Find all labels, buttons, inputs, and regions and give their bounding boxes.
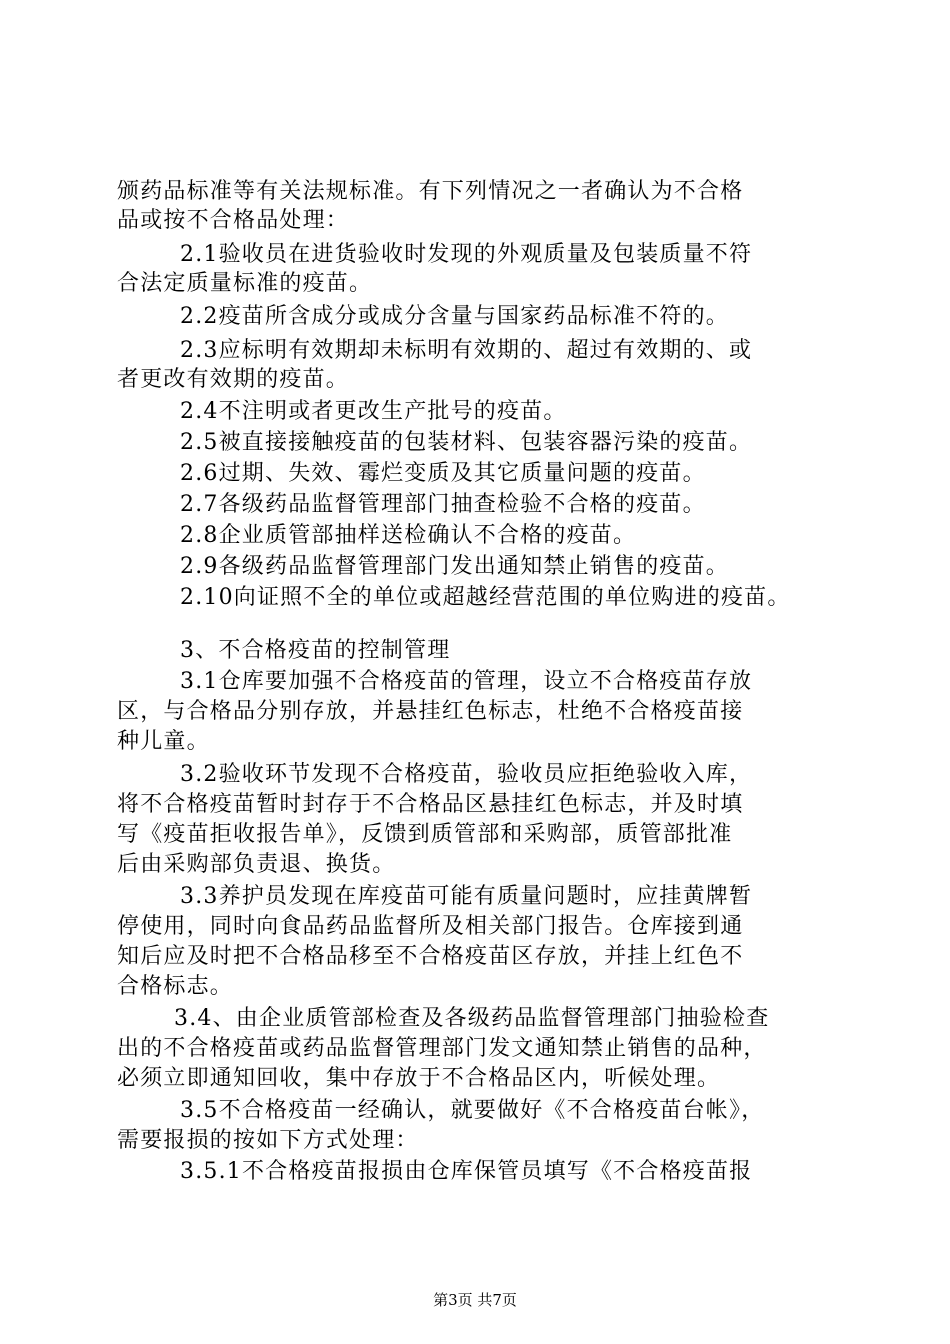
text-line-17: 区，与合格品分别存放，并悬挂红色标志，杜绝不合格疫苗接 <box>117 699 744 724</box>
text-line-16: 3.1仓库要加强不合格疫苗的管理，设立不合格疫苗存放 <box>180 669 753 694</box>
text-line-5: 2.2疫苗所含成分或成分含量与国家药品标准不符的。 <box>180 304 729 329</box>
text-line-8: 2.4不注明或者更改生产批号的疫苗。 <box>180 399 567 424</box>
text-line-27: 3.4、由企业质管部检查及各级药品监督管理部门抽验检查 <box>174 1006 770 1031</box>
text-line-6: 2.3应标明有效期却未标明有效期的、超过有效期的、或 <box>180 338 753 363</box>
text-line-12: 2.8企业质管部抽样送检确认不合格的疫苗。 <box>180 523 637 548</box>
text-line-22: 后由采购部负责退、换货。 <box>117 852 396 877</box>
text-line-28: 出的不合格疫苗或药品监督管理部门发文通知禁止销售的品种， <box>117 1036 767 1061</box>
text-line-7: 者更改有效期的疫苗。 <box>117 367 350 392</box>
section-heading: 3、不合格疫苗的控制管理 <box>180 638 451 663</box>
text-line-2: 品或按不合格品处理： <box>117 208 350 233</box>
text-line-25: 知后应及时把不合格品移至不合格疫苗区存放，并挂上红色不 <box>117 944 744 969</box>
page-footer: 第3页 共7页 <box>433 1291 517 1309</box>
text-line-20: 将不合格疫苗暂时封存于不合格品区悬挂红色标志，并及时填 <box>117 792 744 817</box>
text-line-14: 2.10向证照不全的单位或超越经营范围的单位购进的疫苗。 <box>180 585 791 610</box>
text-line-1: 颁药品标准等有关法规标准。有下列情况之一者确认为不合格 <box>117 179 744 204</box>
text-line-24: 停使用，同时向食品药品监督所及相关部门报告。仓库接到通 <box>117 914 744 939</box>
text-line-21: 写《疫苗拒收报告单》，反馈到质管部和采购部，质管部批准 <box>117 822 733 847</box>
text-line-18: 种儿童。 <box>117 729 210 754</box>
text-line-4: 合法定质量标准的疫苗。 <box>117 271 373 296</box>
text-line-11: 2.7各级药品监督管理部门抽查检验不合格的疫苗。 <box>180 492 706 517</box>
text-line-29: 必须立即通知回收，集中存放于不合格品区内，听候处理。 <box>117 1066 721 1091</box>
text-line-31: 需要报损的按如下方式处理： <box>117 1128 419 1153</box>
text-line-32: 3.5.1不合格疫苗报损由仓库保管员填写《不合格疫苗报 <box>180 1159 753 1184</box>
text-line-3: 2.1验收员在进货验收时发现的外观质量及包装质量不符 <box>180 242 753 267</box>
text-line-19: 3.2验收环节发现不合格疫苗，验收员应拒绝验收入库， <box>180 762 753 787</box>
text-line-9: 2.5被直接接触疫苗的包装材料、包装容器污染的疫苗。 <box>180 430 753 455</box>
text-line-13: 2.9各级药品监督管理部门发出通知禁止销售的疫苗。 <box>180 554 729 579</box>
text-line-10: 2.6过期、失效、霉烂变质及其它质量问题的疫苗。 <box>180 461 706 486</box>
text-line-23: 3.3养护员发现在库疫苗可能有质量问题时，应挂黄牌暂 <box>180 884 753 909</box>
text-line-30: 3.5不合格疫苗一经确认，就要做好《不合格疫苗台帐》， <box>180 1098 765 1123</box>
text-line-26: 合格标志。 <box>117 974 234 999</box>
